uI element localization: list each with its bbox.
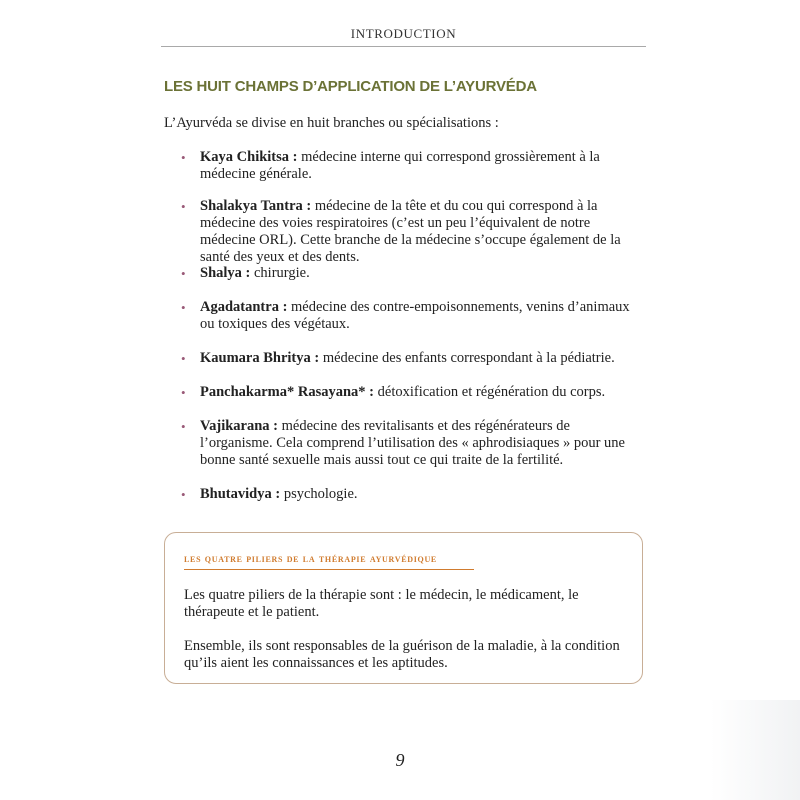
branch-description: psychologie. [280, 486, 358, 502]
header-rule [161, 46, 646, 47]
branch-description: médecine de la tête et du cou qui correspond à la médecine des voies respiratoires (c’est un peu l’équivalent de notre médecine ORL). Cette branche de la médecine s’occupe également de la santé des yeux et des dents. [200, 198, 621, 265]
list-item [183, 265, 644, 282]
intro-paragraph: L’Ayurvéda se divise en huit branches ou spécialisations : [164, 115, 499, 131]
branch-term: Agadatantra : [200, 299, 288, 315]
list-item [183, 486, 644, 503]
branch-term: Bhutavidya : [200, 486, 281, 502]
branch-description: médecine interne qui correspond grossièrement à la médecine générale. [200, 149, 600, 182]
list-item [183, 350, 644, 367]
bullet-icon: • [181, 300, 186, 315]
branch-term: Panchakarma* Rasayana* : [200, 384, 375, 400]
bullet-icon: • [181, 487, 186, 502]
bullet-icon: • [181, 351, 186, 366]
callout-title: les quatre piliers de la thérapie ayurvédique [184, 553, 437, 565]
callout-paragraph: Les quatre piliers de la thérapie sont : le médecin, le médicament, le thérapeute et le patient. [184, 587, 579, 620]
callout-box [164, 532, 643, 684]
branch-term: Kaumara Bhritya : [200, 350, 320, 366]
bullet-icon: • [181, 419, 186, 434]
page-number: 9 [395, 750, 405, 770]
bullet-icon: • [181, 199, 186, 214]
branch-description: médecine des enfants correspondant à la pédiatrie. [319, 350, 615, 366]
bullet-icon: • [181, 266, 186, 281]
list-item [183, 149, 644, 183]
branch-description: chirurgie. [250, 265, 310, 281]
list-item [183, 418, 644, 469]
callout-title-underline [184, 569, 474, 570]
branch-description: détoxification et régénération du corps. [374, 384, 606, 400]
list-item [183, 384, 644, 401]
branch-description: médecine des contre-empoisonnements, venins d’animaux ou toxiques des végétaux. [200, 299, 630, 332]
branch-term: Vajikarana : [200, 418, 279, 434]
list-item [183, 299, 644, 333]
bullet-icon: • [181, 150, 186, 165]
branch-description: médecine des revitalisants et des régénérateurs de l’organisme. Cela comprend l’utilisation des « aphrodisiaques » pour une bonne santé sexuelle mais aussi tout ce qui traite de la fertilité. [200, 418, 625, 468]
bullet-icon: • [181, 385, 186, 400]
list-item [183, 198, 644, 266]
branch-term: Kaya Chikitsa : [200, 149, 298, 165]
section-title: LES HUIT CHAMPS D’APPLICATION DE L’AYURVÉDA [164, 78, 537, 95]
running-head: INTRODUCTION [350, 26, 457, 41]
branch-term: Shalakya Tantra : [200, 198, 312, 214]
branch-term: Shalya : [200, 265, 251, 281]
callout-paragraph: Ensemble, ils sont responsables de la guérison de la maladie, à la condition qu’ils aient les connaissances et les aptitudes. [184, 638, 620, 671]
